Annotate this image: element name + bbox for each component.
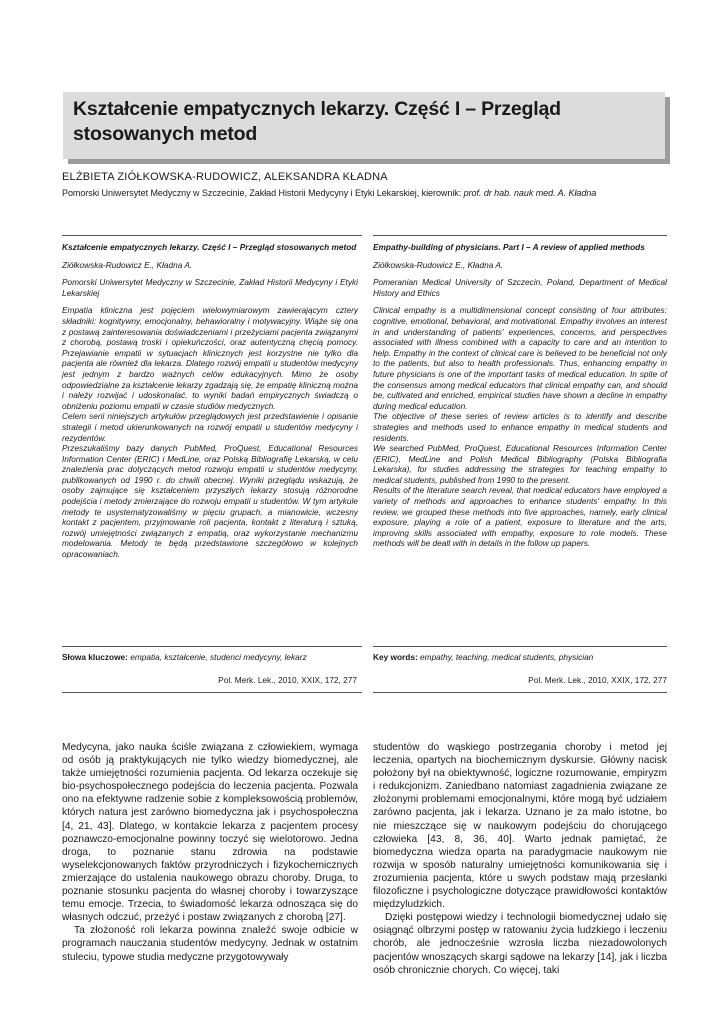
body-column-left — [62, 741, 358, 964]
article-authors: ELŻBIETA ZIÓŁKOWSKA-RUDOWICZ, ALEKSANDRA KŁADNA — [62, 171, 388, 183]
body-paragraph: studentów do wąskiego postrzegania choroby i metod jej leczenia, opartych na biochemicznym dyskursie. Główny nacisk położony był na obiektywność, logiczne rozumowanie, empiryzm i redukcjonizm. Zaniedbano natomiast zagadnienia związane ze złożonymi problemami emocjonalnymi, które mogą być udziałem zarówno pacjenta, jak i lekarza. Uznano je za mało istotne, bo nie mieszczące się w naukowym podejściu do chorującego człowieka [43, 8, 36, 40]. Warto jednak pamiętać, że biomedyczna wiedza oparta na paradygmacie naukowym nie rozwija w sposób naturalny umiejętności komunikowania się i zrozumienia pacjenta, które u swych podstaw mają przesłanki filozoficzne i psychologiczne dotyczące prawidłowości kontaktów międzyludzkich. — [373, 742, 667, 911]
abstract-paragraph-en: Clinical empathy is a multidimensional concept consisting of four attributes: cognitive, emotional, behavioral, and motivational. Empathy involves an interest in and understanding of patients' experiences, concerns, and perspectives associated with illness combined with a capacity to care and an intention to help. Empathy in the context of clinical care is believed to be beneficial not only to the patients, but also to health professionals. Thus, enhancing empathy in future physicians is one of the important tasks of medical education. In spite of the consensus among medical educators that clinical empathy can, and should be, cultivated and enriched, empirical studies have shown a decline in empathy during medical education. — [373, 305, 667, 411]
keywords-pl — [62, 652, 307, 663]
keywords-rule-en — [373, 646, 667, 647]
department-head: prof. dr hab. nauk med. A. Kładna — [463, 188, 597, 198]
citation-en: Pol. Merk. Lek., 2010, XXIX, 172, 277 — [528, 675, 667, 685]
keywords-value-pl: empatia, kształcenie, studenci medycyny, lekarz — [130, 652, 307, 662]
abstract-top-rule-pl — [62, 235, 362, 236]
abstract-title-en: Empathy-building of physicians. Part I – A review of applied methods — [373, 242, 645, 252]
abstract-english — [373, 242, 667, 549]
affiliation-text: Pomorski Uniwersytet Medyczny w Szczecinie, Zakład Historii Medycyny i Etyki Lekarskiej, kierownik: — [62, 188, 464, 198]
abstract-top-rule-en — [373, 235, 667, 236]
body-paragraph: Dzięki postępowi wiedzy i technologii biomedycznej udało się osiągnąć olbrzymi postęp w ratowaniu życia ludzkiego i leczeniu chorób, ale jednocześnie wzrosła liczba niezadowolonych pacjentów wnoszących skargi sądowe na lekarzy [14], jak i liczba osób chronicznie chorych. Co więcej, taki — [373, 912, 667, 976]
abstract-paragraph-pl: Przeszukaliśmy bazy danych PubMed, ProQuest, Educational Resources Information Center (ERIC) i MedLine, oraz Polską Bibliografię Lekarską, w celu znalezienia prac dotyczących metod rozwoju empatii u studentów medycyny, publikowanych od 1990 r. do chwili obecnej. Wyniki przeglądu wskazują, że osoby zajmujące się kształceniem przyszłych lekarzy stosują różnorodne podejścia i metody zmierzające do rozwoju empatii u studentów. W tym artykule metody te usystematyzowaliśmy w pięciu grupach, a mianowicie, wczesny kontakt z pacjentem, przyjmowanie roli pacjenta, kontakt z literaturą i sztuką, rozwój umiejętności związanych z empatią, oraz wykorzystanie mechanizmu modelowania. Metody te będą przedstawione szczegółowo w kolejnych opracowaniach. — [62, 443, 358, 560]
abstract-paragraph-en: Results of the literature search reveal, that medical educators have employed a variety of methods and approaches to enhance students' empathy. In this review, we grouped these methods into five approaches, namely, early clinical exposure, playing a role of a patient, exposure to literature and the arts, improving skills associated with empathy, exposure to role models. These methods will be dealt with in details in the follow up papers. — [373, 485, 667, 549]
keywords-value-en: empathy, teaching, medical students, physician — [420, 652, 594, 662]
keywords-rule-pl — [62, 646, 362, 647]
abstract-authors-pl: Ziółkowska-Rudowicz E., Kładna A. — [62, 259, 193, 270]
keywords-label-pl: Słowa kluczowe: — [62, 652, 128, 662]
body-paragraph: Ta złożoność roli lekarza powinna znaleźć swoje odbicie w programach nauczania studentów medycyny. Jednak w ostatnim stuleciu, typowe studia medyczne przygotowywały — [62, 925, 358, 963]
abstract-affiliation-en: Pomeranian Medical University of Szczecin, Poland, Department of Medical History and Ethics — [373, 277, 667, 298]
abstract-paragraph-en: We searched PubMed, ProQuest, Educational Resources Information Center (ERIC), MedLine and Polish Medical Bibliography (Polska Bibliografia Lekarska), for studies addressing the strategies for teaching empathy to medical students, published from 1990 to the present. — [373, 443, 667, 485]
abstract-paragraph-pl: Celem serii niniejszych artykułów przeglądowych jest przedstawienie i opisanie strategii i metod ukierunkowanych na rozwój empatii u studentów medycyny i rezydentów. — [62, 411, 358, 443]
abstract-paragraph-pl: Empatia kliniczna jest pojęciem wielowymiarowym zawierającym cztery składniki: kognitywny, emocjonalny, behawioralny i motywacyjny. Wiąże się ona z postawą zainteresowania doświadczeniami i przeżyciami pacjenta związanymi z chorobą, postawą troski i opiekuńczości, oraz autentyczną chęcią pomocy. Przejawianie empatii w sytuacjach klinicznych jest korzystne nie tylko dla pacjenta ale również dla lekarza. Dlatego rozwój empatii u studentów medycyny jest jednym z bardzo ważnych celów edukacyjnych. Mimo że osoby odpowiedzialne za kształcenie lekarzy zgadzają się, że empatię kliniczną można i należy rozwijać i udoskonalać, to wyniki badań empirycznych świadczą o obniżeniu poziomu empatii w czasie studiów medycznych. — [62, 305, 358, 411]
title-box — [63, 92, 665, 159]
abstract-affiliation-pl: Pomorski Uniwersytet Medyczny w Szczecinie, Zakład Historii Medycyny i Etyki Lekarskiej — [62, 277, 358, 298]
abstract-paragraph-en: The objective of these series of review articles is to identify and describe strategies and methods used to enhance empathy in medical students and residents. — [373, 411, 667, 443]
body-paragraph: Medycyna, jako nauka ściśle związana z człowiekiem, wymaga od osób ją praktykujących nie tylko wiedzy biomedycznej, ale także umiejętności rozumienia pacjenta. Od lekarza oczekuje się bio-psychospołecznego podejścia do leczenia pacjenta. Pozwala ono na efektywne radzenie sobie z kompleksowością problemów, których natura jest zarówno biomedyczna jak i psychospołeczna [4, 21, 43]. Dlatego, w kontakcie lekarza z pacjentem procesy poznawczo-emocjonalne powinny toczyć się wielotorowo. Jedna droga, to poznanie stanu zdrowia na podstawie wyselekcjonowanych faktów przyrodniczych i fizykochemicznych zmierzające do ustalenia naukowego obrazu choroby. Druga, to poznanie stosunku pacjenta do własnej choroby i towarzyszące temu emocje. Trzecia, to świadomość lekarza odnosząca się do własnych odczuć, przeżyć i postaw związanych z chorobą [27]. — [62, 742, 358, 924]
abstract-bottom-rule-en — [373, 692, 667, 693]
article-title: Kształcenie empatycznych lekarzy. Część I – Przegląd stosowanych metod — [73, 98, 561, 145]
abstract-title-pl: Kształcenie empatycznych lekarzy. Część I – Przegląd stosowanych metod — [62, 242, 357, 252]
abstract-authors-en: Ziółkowska-Rudowicz E., Kładna A. — [373, 259, 504, 270]
keywords-label-en: Key words: — [373, 652, 418, 662]
abstract-bottom-rule-pl — [62, 692, 362, 693]
citation-pl: Pol. Merk. Lek., 2010, XXIX, 172, 277 — [218, 675, 357, 685]
article-affiliation — [62, 188, 596, 198]
body-column-right — [373, 741, 667, 977]
abstract-polish — [62, 242, 358, 560]
keywords-en — [373, 652, 593, 663]
